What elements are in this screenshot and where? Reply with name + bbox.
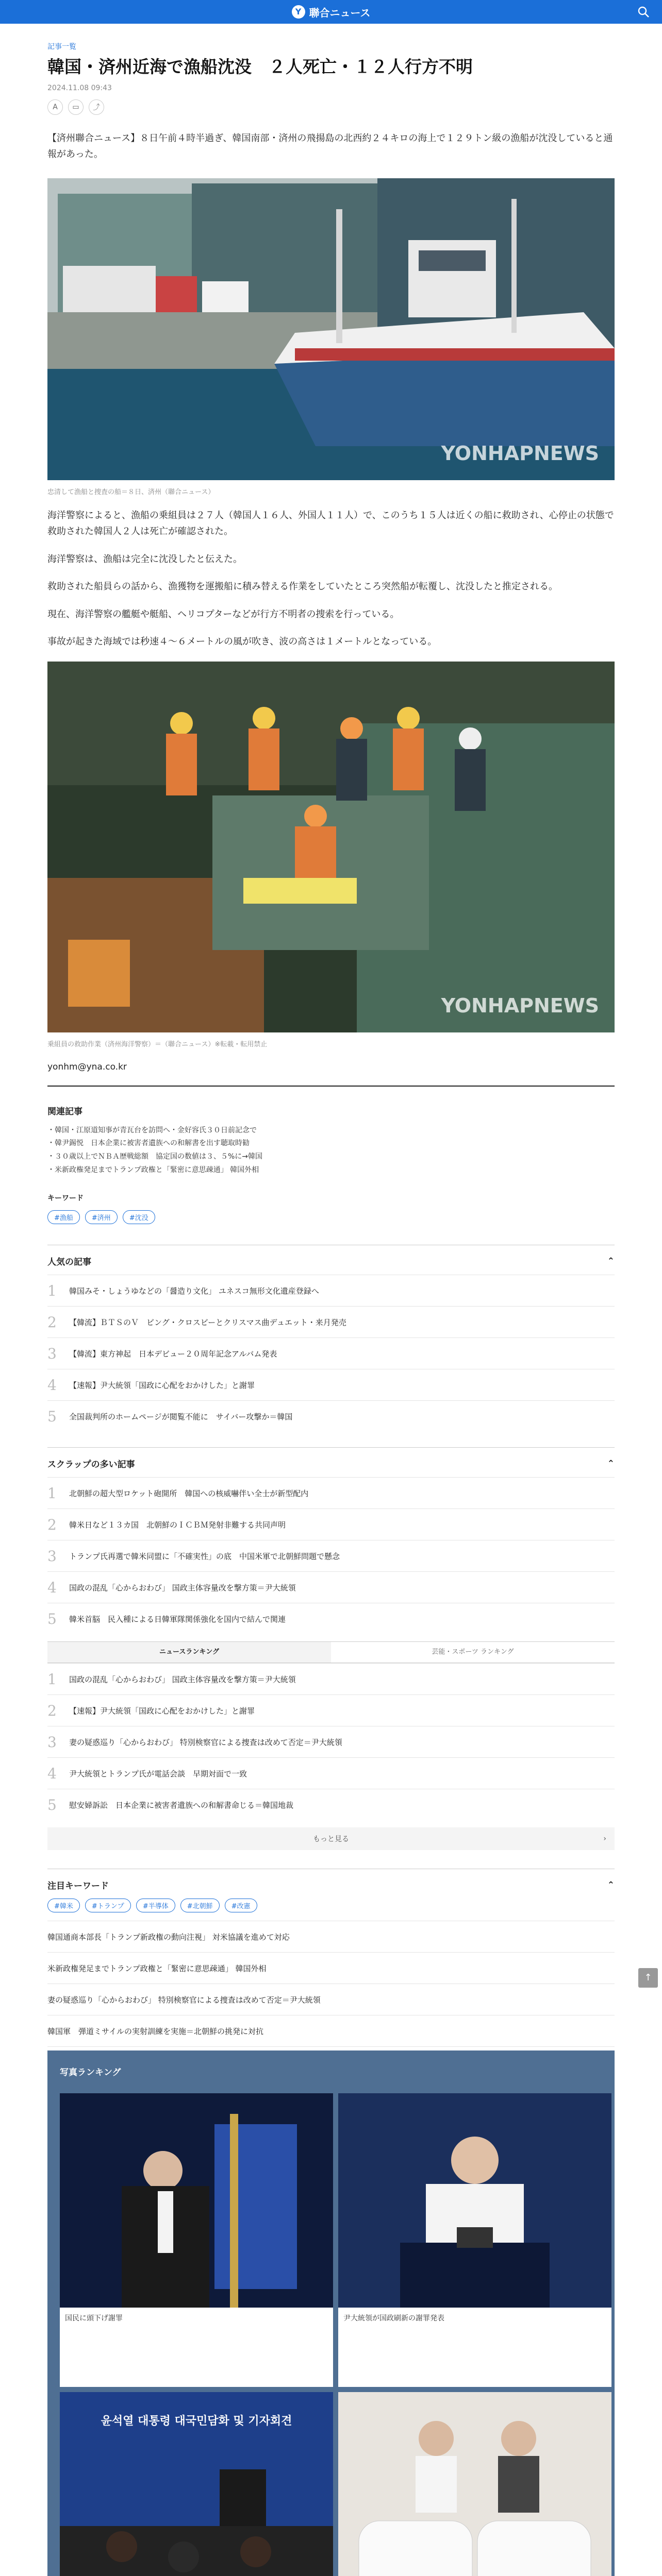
related-item[interactable]: ・３０歳以上でＮＢＡ歴戦総額 協定国の数値は３、５%に→韓国 xyxy=(47,1153,263,1161)
rank-number: 5 xyxy=(47,1796,57,1814)
rank-number: 2 xyxy=(47,1516,57,1533)
popular-block xyxy=(47,1245,615,1432)
list-item-text: 韓米首脳 民入種による日韓軍隊関係強化を国内で結んで関連 xyxy=(69,1614,286,1624)
rank-number: 4 xyxy=(47,1765,57,1782)
photo-card[interactable] xyxy=(338,2392,611,2576)
list-item-text: 全国裁判所のホームページが閲覧不能に サイバー攻撃か＝韓国 xyxy=(69,1412,293,1421)
keyword-tag[interactable]: #半導体 xyxy=(136,1899,175,1912)
photo-watermark: YONHAPNEWS xyxy=(441,994,599,1017)
photo-card[interactable] xyxy=(338,2093,611,2387)
logo-mark-icon: Y xyxy=(292,5,305,19)
keyword-tag[interactable]: #韓米 xyxy=(47,1899,80,1912)
scoop-header xyxy=(47,1448,615,1477)
article-tools xyxy=(47,99,615,115)
top-bar xyxy=(0,0,662,24)
list-item-text: 韓米日など１３カ国 北朝鮮のＩＣＢＭ発射非難する共同声明 xyxy=(69,1520,286,1530)
section-title: キーワード xyxy=(47,1194,84,1203)
list-item[interactable] xyxy=(47,1275,615,1306)
related-title xyxy=(47,1104,615,1117)
photo-grid xyxy=(60,2093,602,2576)
divider xyxy=(47,1086,615,1087)
list-item[interactable] xyxy=(47,1509,615,1540)
search-icon[interactable] xyxy=(637,6,650,18)
list-item[interactable]: 米新政権発足までトランプ政権と「緊密に意思疎通」 韓国外相 xyxy=(47,1952,615,1984)
keyword-tag[interactable]: #改憲 xyxy=(225,1899,257,1912)
list-item-text: 慰安婦訴訟 日本企業に被害者遺族への和解書命じる＝韓国地裁 xyxy=(69,1800,294,1810)
photo-ranking-panel xyxy=(47,2050,615,2576)
photo-card[interactable] xyxy=(60,2093,333,2387)
photo-caption: 忠清して漁船と捜査の船＝８日、済州（聯合ニュース） xyxy=(47,488,215,496)
list-item[interactable]: 韓国軍 弾道ミサイルの実射訓練を実施＝北朝鮮の挑発に対抗 xyxy=(47,2015,615,2046)
list-item-text: 韓国みそ・しょうゆなどの「醤造り文化」 ユネスコ無形文化遺産登録へ xyxy=(69,1286,319,1296)
list-item[interactable] xyxy=(47,1694,615,1726)
article-title: 韓国・済州近海で漁船沈没 ２人死亡・１２人行方不明 xyxy=(47,57,473,77)
related-item[interactable]: ・韓国・江原道知事が青瓦台を訪問へ・金好容氏３０日前記念で xyxy=(47,1126,257,1134)
keyword-title xyxy=(47,1193,615,1203)
chevron-up-icon[interactable]: ⌃ xyxy=(607,1458,615,1469)
article-date: 2024.11.08 09:43 xyxy=(47,83,112,92)
scoop-block xyxy=(47,1447,615,1850)
chevron-up-icon[interactable]: ⌃ xyxy=(607,1256,615,1266)
article-body xyxy=(47,507,615,650)
photo-watermark: YONHAPNEWS xyxy=(441,442,599,465)
rank-number: 5 xyxy=(47,1408,57,1425)
popular-header xyxy=(47,1245,615,1275)
share-icon[interactable]: ⤴ xyxy=(89,99,104,115)
ranking-tabs xyxy=(47,1641,615,1663)
section-title: 人気の記事 xyxy=(47,1257,91,1268)
section-title: 注目キーワード xyxy=(47,1881,109,1892)
keyword-tag[interactable]: #漁船 xyxy=(47,1210,80,1224)
list-item[interactable]: 韓国通商本部長「トランプ新政権の動向注視」 対米協議を進めて対応 xyxy=(47,1921,615,1952)
list-item[interactable] xyxy=(47,1306,615,1337)
article-photo-rescue xyxy=(47,662,615,1032)
section-title: 関連記事 xyxy=(47,1106,82,1117)
chevron-right-icon: › xyxy=(603,1835,606,1843)
article-paragraph: 現在、海洋警察の艦艇や艇船、ヘリコプターなどが行方不明者の捜索を行っている。 xyxy=(47,608,400,620)
article-photo-boat xyxy=(47,178,615,480)
tab-entertainment-ranking[interactable]: 芸能・スポーツ ランキング xyxy=(432,1648,514,1656)
rank-number: 4 xyxy=(47,1579,57,1596)
tab-news-ranking[interactable]: ニュースランキング xyxy=(47,1642,331,1663)
article-paragraph: 海洋警察は、漁船は完全に沈没したと伝えた。 xyxy=(47,553,242,565)
list-item-text: 【韓流】ＢＴＳのＶ ビング・クロスビーとクリスマス曲デュエット・来月発売 xyxy=(69,1317,346,1327)
photo-thumbnail xyxy=(338,2392,611,2576)
keyword-tags xyxy=(47,1210,615,1224)
photo-thumbnail xyxy=(338,2093,611,2308)
chevron-up-icon[interactable]: ⌃ xyxy=(607,1879,615,1890)
photo-caption: 尹大統領が国政刷新の謝罪発表 xyxy=(343,2314,444,2323)
article-paragraph: 事故が起きた海域では秒速４～６メートルの風が吹き、波の高さは１メートルとなっている。 xyxy=(47,636,437,648)
list-item[interactable] xyxy=(47,1337,615,1369)
article-paragraph: 救助された船員らの話から、漁獲物を運搬船に積み替える作業をしていたところ突然船が転覆し、沈没したと推定される。 xyxy=(47,581,558,592)
list-item-text: トランプ氏再選で韓米同盟に「不確実性」の底 中国米軍で北朝鮮問題で懸念 xyxy=(69,1551,340,1561)
keyword-tag[interactable]: #北朝鮮 xyxy=(180,1899,220,1912)
keyword-tag[interactable]: #沈没 xyxy=(123,1210,155,1224)
rank-number: 3 xyxy=(47,1345,57,1362)
list-item-text: 尹大統領とトランプ氏が電話会談 早期対面で一致 xyxy=(69,1769,247,1778)
list-item-text: 【韓流】東方神起 日本デビュー２０周年記念アルバム発表 xyxy=(69,1349,277,1359)
photo-thumbnail xyxy=(60,2392,333,2576)
list-item[interactable] xyxy=(47,1571,615,1603)
more-button-label: もっと見る xyxy=(313,1835,349,1844)
list-item-text: 国政の混乱「心からおわび」 国政主体容量改を撃方策＝尹大統領 xyxy=(69,1674,296,1684)
article-paragraph: 海洋警察によると、漁船の乗組員は２７人（韓国人１６人、外国人１１人）で、このうち１５人は近くの船に救助され、心停止の状態で救助された韓国人２人は死亡が確認された。 xyxy=(47,510,614,537)
list-item[interactable] xyxy=(47,1663,615,1694)
print-icon[interactable]: ▭ xyxy=(68,99,84,115)
section-title: スクラップの多い記事 xyxy=(47,1460,135,1470)
list-item-text: 【速報】尹大統領「国政に心配をおかけした」と謝罪 xyxy=(69,1380,255,1390)
section-title: 写真ランキング xyxy=(60,2067,121,2078)
article-lead: 【済州聯合ニュース】８日午前４時半過ぎ、韓国南部・済州の飛揚島の北西約２４キロの海上で１２９トン級の漁船が沈没していると通報があった。 xyxy=(47,132,613,160)
trend-tags xyxy=(47,1899,615,1912)
rank-number: 1 xyxy=(47,1484,57,1502)
rank-number: 2 xyxy=(47,1313,57,1331)
list-item-text: 国政の混乱「心からおわび」 国政主体容量改を撃方策＝尹大統領 xyxy=(69,1583,296,1592)
list-item-text: 妻の疑惑巡り「心からおわび」 特別検察官による捜査は改めて否定＝尹大統領 xyxy=(69,1737,342,1747)
list-item[interactable] xyxy=(47,1400,615,1432)
rank-number: 3 xyxy=(47,1547,57,1565)
press-banner: 윤석열 대통령 대국민담화 및 기자회견 xyxy=(101,2415,292,2428)
list-item[interactable] xyxy=(47,1603,615,1634)
list-item[interactable] xyxy=(47,1726,615,1757)
more-button[interactable] xyxy=(47,1827,615,1850)
related-item[interactable]: ・米新政権発足までトランプ政権と「緊密に意思疎通」 韓国外相 xyxy=(47,1166,259,1175)
rank-number: 2 xyxy=(47,1702,57,1719)
scroll-top-button[interactable]: ↑ xyxy=(638,1968,658,1988)
list-item-text: 北朝鮮の超大型ロケット砲開所 韓国への核威嚇伴い全士が新型配内 xyxy=(69,1488,309,1498)
rank-number: 5 xyxy=(47,1610,57,1628)
rank-number: 4 xyxy=(47,1376,57,1394)
list-item[interactable] xyxy=(47,1540,615,1571)
keyword-tag[interactable]: #済州 xyxy=(85,1210,118,1224)
list-item[interactable] xyxy=(47,1477,615,1509)
trend-block xyxy=(47,1869,615,2078)
site-name: 聯合ニュース xyxy=(309,6,371,19)
related-item[interactable]: ・韓尹錫悦 日本企業に被害者遺族への和解書を出す聴取時勧 xyxy=(47,1139,250,1148)
list-item[interactable] xyxy=(47,1369,615,1400)
rank-number: 1 xyxy=(47,1282,57,1299)
list-item-text: 【速報】尹大統領「国政に心配をおかけした」と謝罪 xyxy=(69,1706,255,1716)
rank-number: 1 xyxy=(47,1670,57,1688)
reporter-email[interactable]: yonhm@yna.co.kr xyxy=(47,1061,127,1072)
list-item[interactable] xyxy=(47,1757,615,1789)
breadcrumb[interactable]: 記事一覧 xyxy=(47,43,76,51)
font-icon[interactable]: A xyxy=(47,99,63,115)
rank-number: 3 xyxy=(47,1733,57,1751)
list-item[interactable]: 妻の疑惑巡り「心からおわび」 特別検察官による捜査は改めて否定＝尹大統領 xyxy=(47,1984,615,2015)
photo-card[interactable] xyxy=(60,2392,333,2576)
list-item[interactable] xyxy=(47,1789,615,1820)
trend-header xyxy=(47,1869,615,1899)
photo-caption: 国民に頭下げ謝罪 xyxy=(65,2314,123,2323)
photo-thumbnail xyxy=(60,2093,333,2308)
article-column xyxy=(47,24,615,2078)
related-list xyxy=(47,1124,615,1178)
photo-caption: 乗組員の救助作業（済州海洋警察）＝（聯合ニュース）※転載・転用禁止 xyxy=(47,1040,268,1048)
keyword-tag[interactable]: #トランプ xyxy=(85,1899,131,1912)
site-logo[interactable] xyxy=(292,5,371,20)
